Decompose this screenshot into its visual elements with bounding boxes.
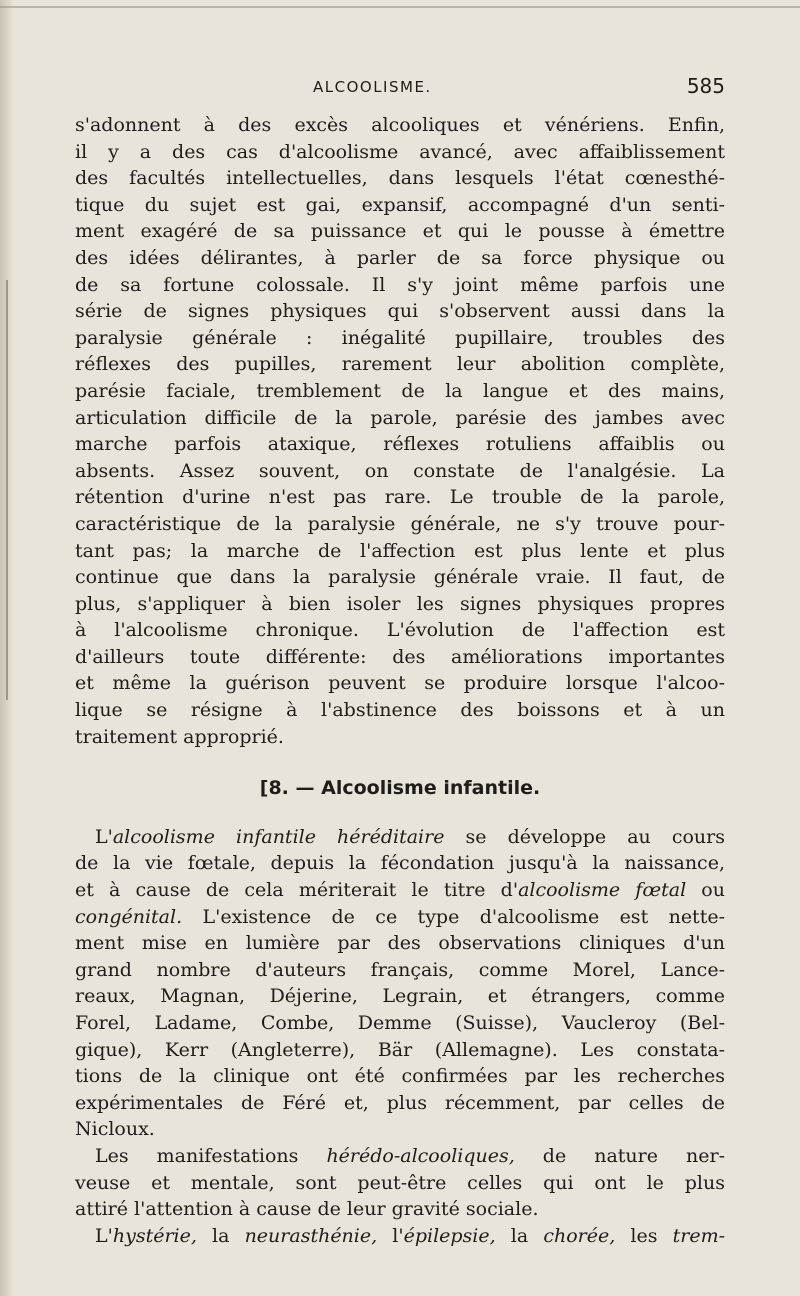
- text-line: [75, 511, 725, 538]
- text-segment: grand nombre d'auteurs français, comme Morel, Lance-: [75, 958, 725, 981]
- text-segment: réflexes des pupilles, rarement leur abolition complète,: [75, 353, 725, 376]
- text-line: [75, 298, 725, 325]
- text-line: [75, 644, 725, 671]
- text-segment: ment exagéré de sa puissance et qui le pousse à émettre: [75, 220, 725, 243]
- text-segment: rétention d'urine n'est pas rare. Le trouble de la parole,: [75, 486, 725, 509]
- italic-term: hystérie,: [112, 1224, 197, 1247]
- text-segment: les: [615, 1224, 673, 1247]
- italic-term: hérédo-alcooliques,: [326, 1144, 515, 1167]
- text-segment: s'adonnent à des excès alcooliques et vénériens. Enfin,: [75, 114, 725, 136]
- text-segment: attiré l'attention à cause de leur gravité sociale.: [75, 1198, 539, 1221]
- text-segment: des idées délirantes, à parler de sa force physique ou: [75, 246, 725, 269]
- running-head: [75, 74, 725, 104]
- page-number: 585: [686, 74, 725, 98]
- text-segment: veuse et mentale, sont peut-être celles qui ont le plus: [75, 1171, 725, 1194]
- text-line: [75, 192, 725, 219]
- text-line: [75, 458, 725, 485]
- text-line: [75, 272, 725, 299]
- text-line: [75, 824, 725, 851]
- text-segment: gique), Kerr (Angleterre), Bär (Allemagne). Les constata-: [75, 1038, 725, 1061]
- text-line: [75, 351, 725, 378]
- text-line: [75, 877, 725, 904]
- text-line: [75, 904, 725, 931]
- text-line: [75, 1010, 725, 1037]
- text-segment: L'existence de ce type d'alcoolisme est nette-: [182, 905, 725, 928]
- text-segment: marche parfois ataxique, réflexes rotuliens affaiblis ou: [75, 433, 725, 456]
- text-line: [75, 564, 725, 591]
- text-segment: tions de la clinique ont été confirmées par les recherches: [75, 1065, 725, 1088]
- text-line: [75, 1143, 725, 1170]
- binding-edge: [6, 280, 8, 700]
- text-segment: la: [495, 1224, 544, 1247]
- text-segment: il y a des cas d'alcoolisme avancé, avec affaiblissement: [75, 140, 725, 163]
- text-segment: de sa fortune colossale. Il s'y joint même parfois une: [75, 273, 725, 296]
- text-segment: L': [95, 825, 113, 848]
- section-alcoolisme-infantile: [75, 824, 725, 1250]
- text-line: [75, 484, 725, 511]
- text-segment: plus, s'appliquer à bien isoler les signes physiques propres: [75, 592, 725, 615]
- text-segment: tique du sujet est gai, expansif, accompagné d'un senti-: [75, 193, 725, 216]
- text-line: [75, 405, 725, 432]
- text-line: [75, 1037, 725, 1064]
- italic-term: trem-: [672, 1224, 726, 1247]
- text-segment: reaux, Magnan, Déjerine, Legrain, et étrangers, comme: [75, 985, 725, 1008]
- text-line: [75, 165, 725, 192]
- text-segment: et à cause de cela mériterait le titre d': [75, 879, 519, 902]
- text-segment: L': [95, 1224, 113, 1247]
- text-line: [75, 724, 725, 751]
- italic-term: congénital.: [75, 905, 183, 928]
- text-segment: et même la guérison peuvent se produire lorsque l'alcoo-: [75, 672, 725, 695]
- text-segment: tant pas; la marche de l'affection est plus lente et plus: [75, 539, 725, 562]
- text-segment: Les manifestations: [95, 1144, 327, 1167]
- text-segment: d'ailleurs toute différente: des améliorations importantes: [75, 645, 725, 668]
- text-line: [75, 850, 725, 877]
- text-line: [75, 670, 725, 697]
- italic-term: neurasthénie,: [244, 1224, 378, 1247]
- text-segment: la: [196, 1224, 245, 1247]
- paragraph-alcoolisme-avance: [75, 112, 725, 750]
- text-line: [75, 378, 725, 405]
- text-segment: lique se résigne à l'abstinence des boissons et à un: [75, 699, 725, 722]
- text-line: [75, 1063, 725, 1090]
- text-line: [75, 218, 725, 245]
- text-segment: à l'alcoolisme chronique. L'évolution de l'affection est: [75, 619, 725, 642]
- italic-term: épilepsie,: [403, 1224, 496, 1247]
- text-line: [75, 325, 725, 352]
- text-segment: ment mise en lumière par des observations cliniques d'un: [75, 932, 725, 955]
- italic-term: alcoolisme fœtal: [518, 879, 687, 902]
- text-segment: des facultés intellectuelles, dans lesquels l'état cœnesthé-: [75, 167, 725, 190]
- text-line: [75, 1170, 725, 1197]
- text-line: [75, 957, 725, 984]
- text-line: [75, 245, 725, 272]
- text-line: [75, 697, 725, 724]
- text-line: [75, 930, 725, 957]
- text-line: [75, 112, 725, 139]
- italic-term: chorée,: [543, 1224, 616, 1247]
- text-segment: articulation difficile de la parole, parésie des jambes avec: [75, 406, 725, 429]
- text-segment: parésie faciale, tremblement de la langue et des mains,: [75, 379, 725, 402]
- text-line: [75, 591, 725, 618]
- text-line: [75, 1196, 725, 1223]
- text-segment: de la vie fœtale, depuis la fécondation jusqu'à la naissance,: [75, 852, 725, 875]
- text-line: [75, 1116, 725, 1143]
- text-segment: absents. Assez souvent, on constate de l'analgésie. La: [75, 459, 725, 482]
- text-line: [75, 1223, 725, 1250]
- text-segment: ou: [686, 879, 725, 902]
- top-edge-rule: [0, 6, 800, 8]
- text-line: [75, 538, 725, 565]
- text-segment: traitement approprié.: [75, 725, 284, 748]
- text-segment: se développe au cours: [444, 825, 725, 848]
- text-segment: de nature ner-: [514, 1144, 725, 1167]
- text-segment: l': [377, 1224, 404, 1247]
- text-segment: expérimentales de Féré et, plus récemment, par celles de: [75, 1091, 725, 1114]
- text-segment: paralysie générale : inégalité pupillaire, troubles des: [75, 326, 725, 349]
- text-segment: série de signes physiques qui s'observent aussi dans la: [75, 300, 725, 323]
- running-title: ALCOOLISME.: [313, 78, 432, 96]
- italic-term: alcoolisme infantile héréditaire: [112, 825, 445, 848]
- text-line: [75, 139, 725, 166]
- text-segment: caractéristique de la paralysie générale, ne s'y trouve pour-: [75, 512, 725, 535]
- text-line: [75, 617, 725, 644]
- text-segment: Nicloux.: [75, 1118, 155, 1141]
- text-line: [75, 983, 725, 1010]
- text-line: [75, 1090, 725, 1117]
- section-heading: [8. — Alcoolisme infantile.: [259, 777, 541, 800]
- text-line: [75, 431, 725, 458]
- text-segment: Forel, Ladame, Combe, Demme (Suisse), Vaucleroy (Bel-: [75, 1012, 725, 1034]
- page-body: [75, 112, 725, 1249]
- text-segment: continue que dans la paralysie générale vraie. Il faut, de: [75, 566, 725, 589]
